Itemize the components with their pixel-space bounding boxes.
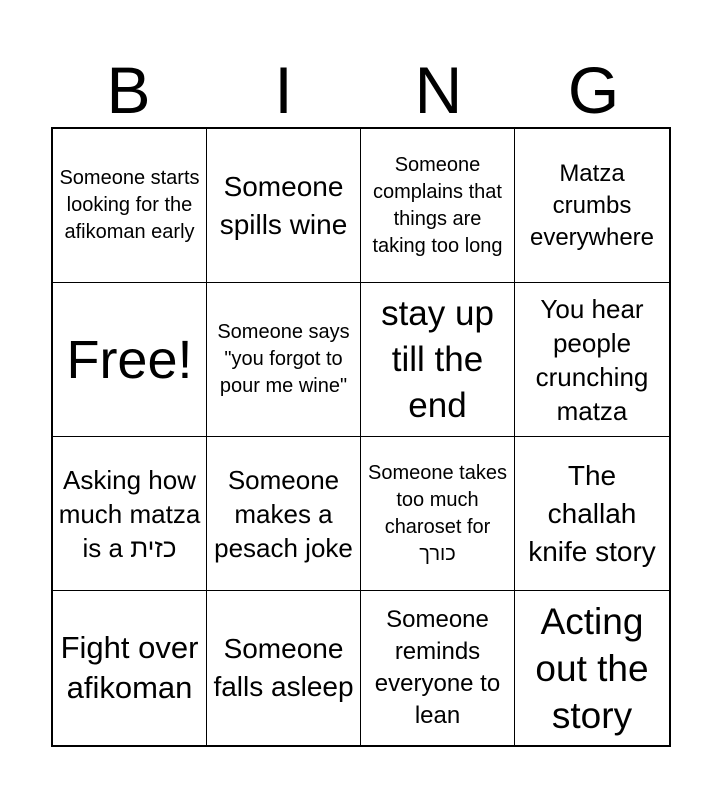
bingo-cell[interactable]: stay up till the end	[361, 283, 515, 437]
bingo-cell[interactable]: Someone falls asleep	[207, 591, 361, 745]
bingo-cell[interactable]: Someone says "you forgot to pour me wine"	[207, 283, 361, 437]
bingo-cell[interactable]: Fight over afikoman	[53, 591, 207, 745]
header-letter-g: G	[567, 53, 620, 127]
bingo-cell[interactable]: Someone starts looking for the afikoman early	[53, 129, 207, 283]
bingo-header	[51, 52, 671, 128]
bingo-cell[interactable]: Someone makes a pesach joke	[207, 437, 361, 591]
bingo-cell[interactable]: Asking how much matza is a כזית	[53, 437, 207, 591]
bingo-cell[interactable]: Someone reminds everyone to lean	[361, 591, 515, 745]
header-letter-n: N	[414, 53, 463, 127]
bingo-board	[51, 127, 671, 747]
free-space-cell[interactable]: Free!	[53, 283, 207, 437]
bingo-cell[interactable]: The challah knife story	[515, 437, 669, 591]
header-letter-b: B	[106, 53, 151, 127]
header-letter-i: I	[274, 53, 293, 127]
bingo-cell[interactable]: Someone spills wine	[207, 129, 361, 283]
bingo-cell[interactable]: Matza crumbs everywhere	[515, 129, 669, 283]
bingo-cell[interactable]: Someone complains that things are taking too long	[361, 129, 515, 283]
bingo-cell[interactable]: Someone takes too much charoset for כורך	[361, 437, 515, 591]
bingo-cell[interactable]: Acting out the story	[535, 600, 649, 736]
bingo-cell[interactable]: You hear people crunching matza	[515, 283, 669, 437]
